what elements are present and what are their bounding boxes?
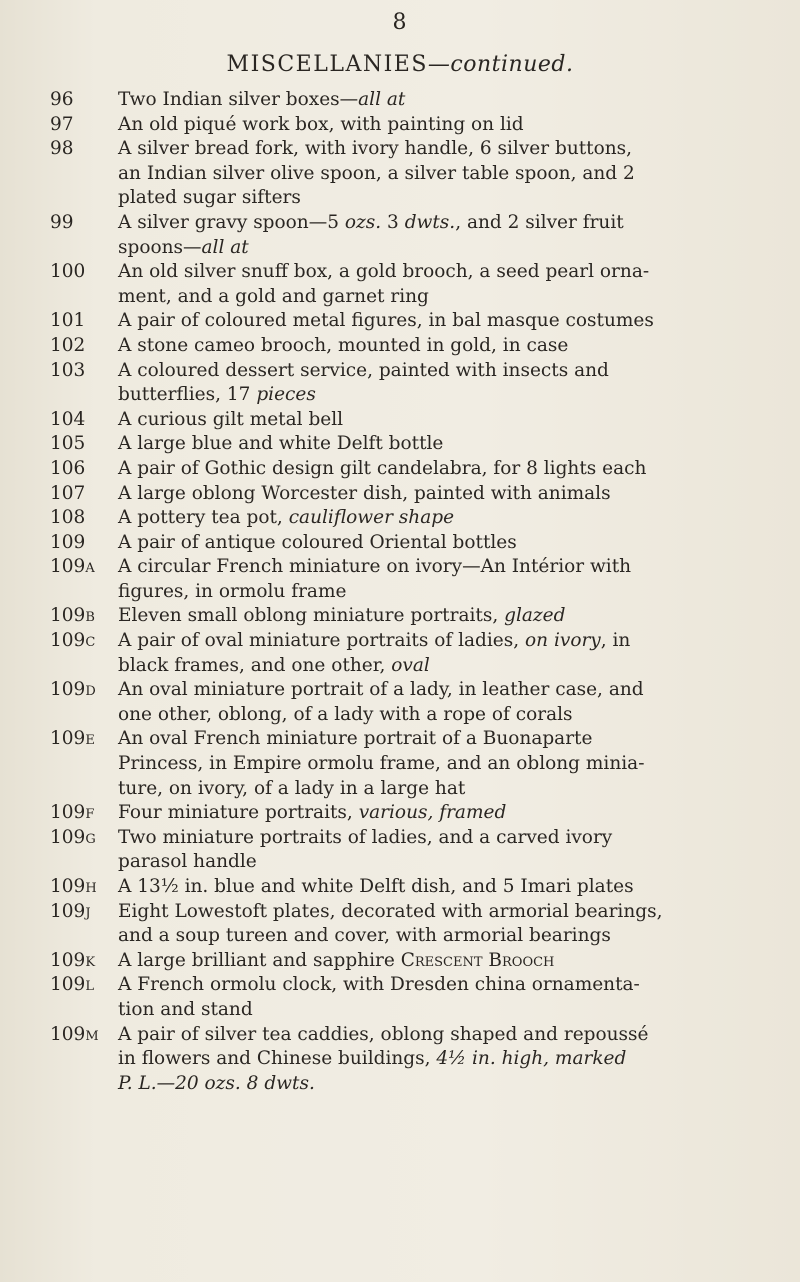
text-run: A circular French miniature on ivory—An Intérior with — [118, 556, 632, 578]
lot-entry — [50, 973, 770, 1022]
description-line — [118, 801, 770, 826]
text-run: , and 2 silver fruit — [455, 211, 624, 233]
lot-entry — [50, 801, 770, 826]
lot-description — [118, 801, 770, 826]
lot-number: 109 — [50, 531, 86, 553]
lot-entry — [50, 531, 770, 556]
text-run: An old silver snuff box, a gold brooch, a seed pearl orna- — [118, 261, 650, 283]
lot-entry — [50, 506, 770, 531]
lot-entry — [50, 629, 770, 678]
lot-entry — [50, 457, 770, 482]
text-run: pieces — [256, 384, 316, 406]
description-line — [118, 334, 770, 359]
text-run: , in — [600, 630, 631, 652]
description-line — [118, 727, 770, 752]
lot-entry — [50, 309, 770, 334]
description-line — [118, 162, 770, 187]
text-run: A curious gilt metal bell — [118, 408, 344, 430]
lot-number: 101 — [50, 310, 86, 332]
section-continued: —continued. — [427, 52, 574, 77]
lot-number: 97 — [50, 113, 74, 135]
lot-description — [118, 432, 770, 457]
page-number: 8 — [392, 10, 408, 35]
lot-number: 106 — [50, 457, 86, 479]
description-line — [118, 580, 770, 605]
lot-description — [118, 727, 770, 801]
text-run: all at — [358, 89, 406, 110]
text-run: 3 — [381, 211, 405, 233]
text-run: Four miniature portraits, — [118, 802, 359, 824]
lot-number: 109k — [50, 949, 96, 971]
description-line — [118, 678, 770, 703]
text-run: Eight Lowestoft plates, decorated with armorial bearings, — [118, 900, 663, 922]
lot-description — [118, 113, 770, 138]
description-line — [118, 850, 770, 875]
lot-description — [118, 826, 770, 875]
text-run: An old piqué work box, with painting on lid — [118, 113, 524, 135]
description-line — [118, 629, 770, 654]
lot-number: 96 — [50, 89, 74, 110]
lot-description — [118, 629, 770, 678]
description-line — [118, 457, 770, 482]
text-run: and a soup tureen and cover, with armorial bearings — [118, 925, 611, 947]
text-run: oval — [391, 654, 430, 676]
lot-description — [118, 678, 770, 727]
section-title: MISCELLANIES — [226, 52, 428, 77]
description-line — [118, 949, 770, 974]
text-run: A 13½ in. blue and white Delft dish, and 5 Imari plates — [118, 876, 634, 897]
lot-entry — [50, 113, 770, 138]
lot-entry — [50, 482, 770, 507]
lot-number: 107 — [50, 482, 86, 504]
lot-number: 100 — [50, 261, 86, 283]
description-line — [118, 1047, 770, 1072]
description-line — [118, 604, 770, 629]
lot-number: 109g — [50, 826, 96, 848]
text-run: A stone cameo brooch, mounted in gold, in case — [118, 334, 569, 356]
lot-number: 109j — [50, 900, 91, 922]
lot-description — [118, 973, 770, 1022]
lot-description — [118, 531, 770, 556]
text-run: A pair of Gothic design gilt candelabra, for 8 lights each — [118, 457, 647, 479]
lot-entry — [50, 137, 770, 211]
description-line — [118, 137, 770, 162]
text-run: glazed — [504, 605, 566, 627]
lot-entry — [50, 678, 770, 727]
text-run: various, framed — [358, 802, 507, 824]
lot-number: 109c — [50, 630, 96, 652]
lot-number: 109m — [50, 1023, 99, 1045]
lot-entry — [50, 408, 770, 433]
lot-entry — [50, 875, 770, 900]
description-line — [118, 186, 770, 211]
lot-number: 98 — [50, 138, 74, 160]
lot-number: 102 — [50, 334, 86, 356]
text-run: figures, in ormolu frame — [118, 580, 347, 602]
text-run: black frames, and one other, — [118, 654, 392, 676]
description-line — [118, 875, 770, 900]
text-run: A large oblong Worcester dish, painted with animals — [118, 482, 611, 504]
text-run: Eleven small oblong miniature portraits, — [118, 605, 505, 627]
lot-description — [118, 1023, 770, 1097]
lot-entry — [50, 432, 770, 457]
description-line — [118, 654, 770, 679]
description-line — [118, 432, 770, 457]
description-line — [118, 998, 770, 1023]
text-run: tion and stand — [118, 998, 253, 1020]
description-line — [118, 88, 770, 113]
text-run: An oval French miniature portrait of a Buonaparte — [118, 728, 593, 750]
lot-entry — [50, 727, 770, 801]
description-line — [118, 211, 770, 236]
description-line — [118, 924, 770, 949]
lot-description — [118, 604, 770, 629]
section-heading — [0, 52, 800, 77]
lot-description — [118, 408, 770, 433]
text-run: in flowers and Chinese buildings, — [118, 1048, 437, 1070]
description-line — [118, 482, 770, 507]
text-run: plated sugar sifters — [118, 187, 301, 209]
lot-entry — [50, 949, 770, 974]
description-line — [118, 260, 770, 285]
lot-description — [118, 482, 770, 507]
lot-number: 104 — [50, 408, 86, 430]
text-run: A large blue and white Delft bottle — [118, 433, 444, 455]
description-line — [118, 383, 770, 408]
lot-description — [118, 457, 770, 482]
lot-number: 109a — [50, 556, 95, 578]
text-run: Princess, in Empire ormolu frame, and an oblong minia- — [118, 753, 645, 775]
lot-description — [118, 506, 770, 531]
description-line — [118, 285, 770, 310]
text-run: Crescent Brooch — [400, 949, 555, 971]
description-line — [118, 826, 770, 851]
lot-description — [118, 900, 770, 949]
lot-list — [50, 88, 770, 1096]
lot-entry — [50, 1023, 770, 1097]
lot-number: 103 — [50, 359, 86, 381]
lot-entry — [50, 88, 770, 113]
lot-number: 109e — [50, 728, 95, 750]
text-run: parasol handle — [118, 851, 257, 873]
lot-description — [118, 359, 770, 408]
text-run: A silver gravy spoon—5 — [118, 211, 345, 233]
text-run: A large brilliant and sapphire — [118, 949, 401, 971]
lot-description — [118, 309, 770, 334]
text-run: butterflies, 17 — [118, 384, 257, 406]
description-line — [118, 506, 770, 531]
text-run: ozs. — [344, 211, 382, 233]
description-line — [118, 703, 770, 728]
text-run: Two miniature portraits of ladies, and a carved ivory — [118, 826, 613, 848]
lot-description — [118, 211, 770, 260]
description-line — [118, 531, 770, 556]
lot-number: 105 — [50, 433, 86, 455]
text-run: all at — [201, 236, 249, 258]
text-run: A French ormolu clock, with Dresden china ornamenta- — [118, 974, 640, 996]
lot-number: 109b — [50, 605, 95, 627]
description-line — [118, 309, 770, 334]
lot-description — [118, 875, 770, 900]
lot-entry — [50, 211, 770, 260]
text-run: An oval miniature portrait of a lady, in leather case, and — [118, 679, 644, 701]
lot-description — [118, 260, 770, 309]
text-run: ture, on ivory, of a lady in a large hat — [118, 777, 466, 799]
lot-entry — [50, 900, 770, 949]
text-run: cauliflower shape — [288, 507, 455, 529]
text-run: ment, and a gold and garnet ring — [118, 285, 429, 307]
description-line — [118, 1072, 770, 1097]
text-run: Two Indian silver boxes— — [118, 89, 359, 110]
description-line — [118, 900, 770, 925]
description-line — [118, 555, 770, 580]
lot-number: 109l — [50, 974, 94, 996]
lot-description — [118, 949, 770, 974]
text-run: 4½ in. high, marked — [436, 1048, 627, 1070]
lot-number: 99 — [50, 211, 74, 233]
text-run: A pair of oval miniature portraits of ladies, — [118, 630, 526, 652]
lot-number: 109f — [50, 802, 95, 824]
description-line — [118, 236, 770, 261]
text-run: P. L.—20 ozs. 8 dwts. — [118, 1072, 315, 1094]
text-run: one other, oblong, of a lady with a rope of corals — [118, 703, 573, 725]
description-line — [118, 973, 770, 998]
text-run: A pottery tea pot, — [118, 507, 289, 529]
text-run: A pair of silver tea caddies, oblong shaped and repoussé — [118, 1023, 649, 1045]
lot-description — [118, 555, 770, 604]
lot-description — [118, 334, 770, 359]
lot-number: 109d — [50, 679, 96, 701]
lot-number: 108 — [50, 507, 86, 529]
lot-entry — [50, 555, 770, 604]
description-line — [118, 752, 770, 777]
lot-number: 109h — [50, 876, 97, 897]
description-line — [118, 777, 770, 802]
text-run: A pair of coloured metal figures, in bal masque costumes — [118, 310, 654, 332]
text-run: dwts. — [404, 211, 456, 233]
text-run: an Indian silver olive spoon, a silver table spoon, and 2 — [118, 162, 635, 184]
description-line — [118, 359, 770, 384]
lot-description — [118, 88, 770, 113]
text-run: A pair of antique coloured Oriental bottles — [118, 531, 517, 553]
description-line — [118, 408, 770, 433]
lot-entry — [50, 826, 770, 875]
lot-entry — [50, 359, 770, 408]
lot-entry — [50, 334, 770, 359]
description-line — [118, 1023, 770, 1048]
description-line — [118, 113, 770, 138]
text-run: spoons— — [118, 236, 202, 258]
lot-entry — [50, 260, 770, 309]
lot-entry — [50, 604, 770, 629]
text-run: on ivory — [525, 630, 601, 652]
text-run: A silver bread fork, with ivory handle, 6 silver buttons, — [118, 138, 633, 160]
lot-description — [118, 137, 770, 211]
text-run: A coloured dessert service, painted with insects and — [118, 359, 609, 381]
